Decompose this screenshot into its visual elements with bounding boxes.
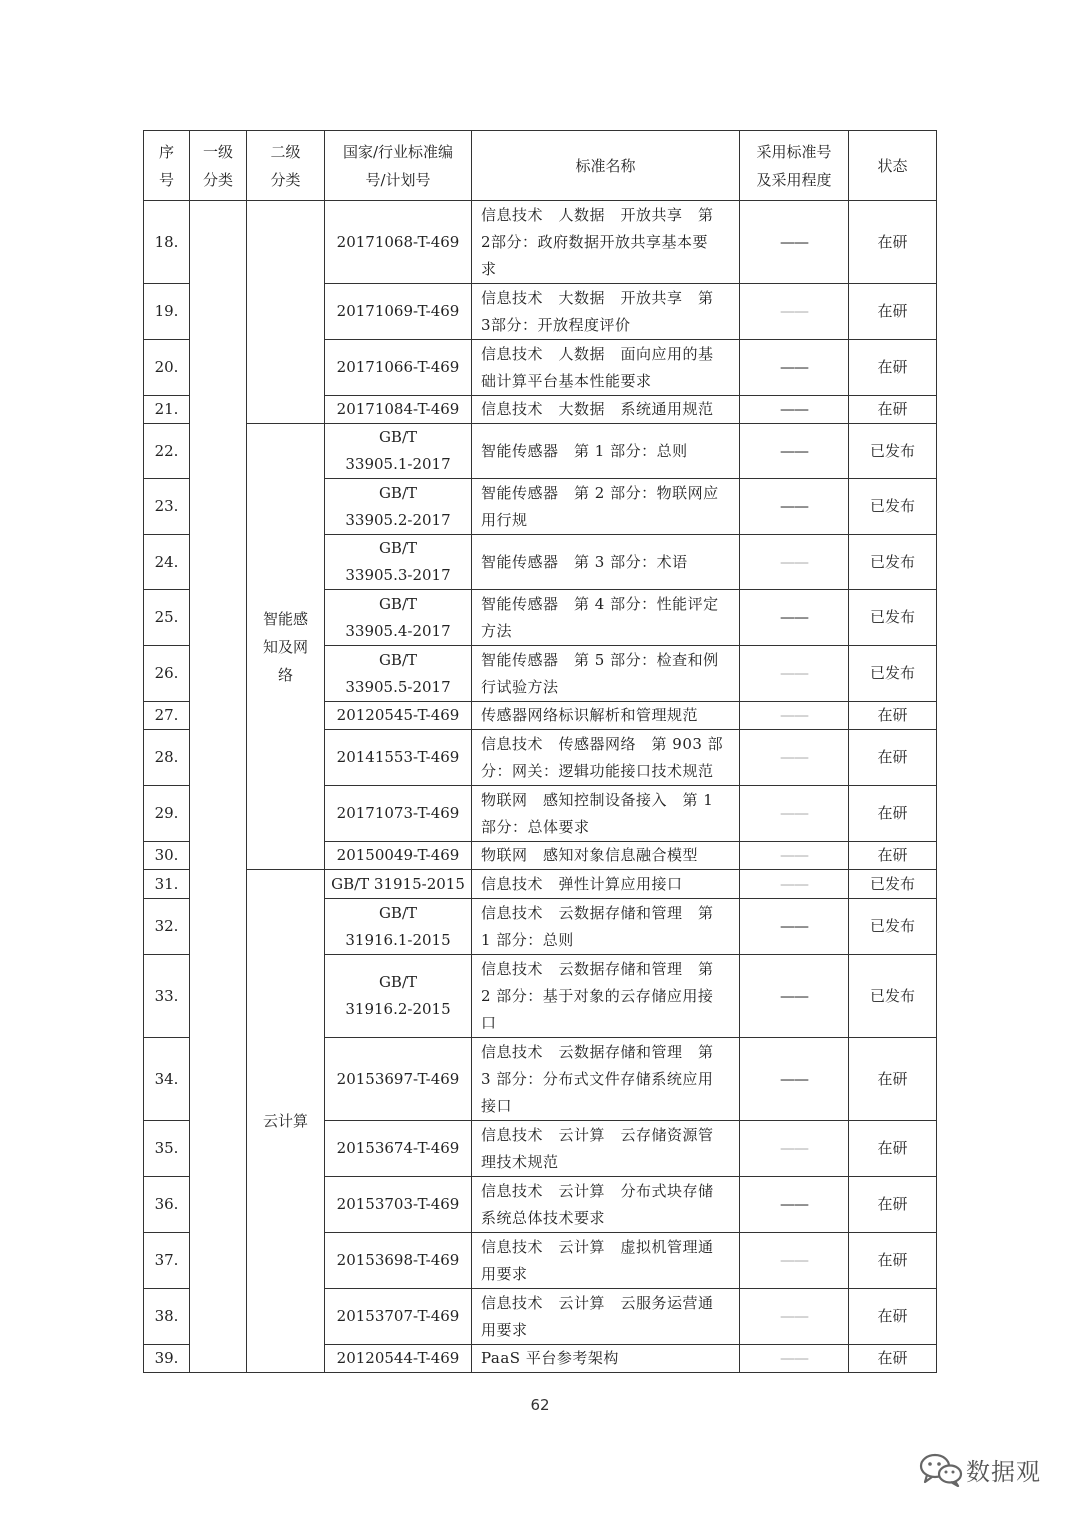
row-code: 20141553-T-469: [325, 730, 472, 786]
row-seq: 36.: [144, 1177, 190, 1233]
row-code: 20171068-T-469: [325, 201, 472, 284]
row-name: 信息技术 传感器网络 第 903 部 分：网关：逻辑功能接口技术规范: [472, 730, 740, 786]
row-status: 在研: [849, 702, 937, 730]
header-level1: 一级 分类: [190, 131, 247, 201]
row-seq: 39.: [144, 1345, 190, 1373]
row-adopt: ——: [740, 842, 849, 870]
row-code: 20153707-T-469: [325, 1289, 472, 1345]
row-code: 20150049-T-469: [325, 842, 472, 870]
level2-category-bigdata: [247, 201, 325, 424]
row-name: 物联网 感知控制设备接入 第 1 部分：总体要求: [472, 786, 740, 842]
row-code: GB/T 31915-2015: [325, 870, 472, 899]
row-code: 20120545-T-469: [325, 702, 472, 730]
row-name: 智能传感器 第 3 部分：术语: [472, 535, 740, 590]
row-adopt: ——: [740, 590, 849, 646]
row-adopt: ——: [740, 479, 849, 535]
row-status: 已发布: [849, 479, 937, 535]
row-status: 已发布: [849, 870, 937, 899]
row-adopt: ——: [740, 1121, 849, 1177]
row-status: 在研: [849, 284, 937, 340]
row-name: 信息技术 弹性计算应用接口: [472, 870, 740, 899]
table-row: [144, 424, 937, 479]
standards-table: [143, 130, 937, 1373]
row-status: 已发布: [849, 899, 937, 955]
row-adopt: ——: [740, 1038, 849, 1121]
wechat-icon: [918, 1451, 964, 1487]
row-adopt: ——: [740, 1345, 849, 1373]
row-seq: 38.: [144, 1289, 190, 1345]
row-name: 信息技术 人数据 开放共享 第 2部分：政府数据开放共享基本要 求: [472, 201, 740, 284]
page-number: 62: [530, 1396, 550, 1414]
row-adopt: ——: [740, 201, 849, 284]
row-seq: 32.: [144, 899, 190, 955]
row-status: 在研: [849, 1289, 937, 1345]
row-adopt: ——: [740, 786, 849, 842]
row-status: 在研: [849, 1038, 937, 1121]
row-adopt: ——: [740, 340, 849, 396]
row-code: GB/T 33905.1-2017: [325, 424, 472, 479]
row-adopt: ——: [740, 396, 849, 424]
row-code: 20171084-T-469: [325, 396, 472, 424]
row-seq: 33.: [144, 955, 190, 1038]
row-seq: 18.: [144, 201, 190, 284]
row-seq: 27.: [144, 702, 190, 730]
row-seq: 28.: [144, 730, 190, 786]
row-seq: 29.: [144, 786, 190, 842]
row-name: 智能传感器 第 2 部分：物联网应 用行规: [472, 479, 740, 535]
row-adopt: ——: [740, 646, 849, 702]
row-code: GB/T 33905.3-2017: [325, 535, 472, 590]
row-name: 信息技术 云计算 分布式块存储 系统总体技术要求: [472, 1177, 740, 1233]
row-adopt: ——: [740, 702, 849, 730]
row-code: 20153674-T-469: [325, 1121, 472, 1177]
row-code: 20153703-T-469: [325, 1177, 472, 1233]
row-seq: 21.: [144, 396, 190, 424]
row-code: 20171073-T-469: [325, 786, 472, 842]
row-adopt: ——: [740, 870, 849, 899]
row-status: 在研: [849, 786, 937, 842]
row-name: 物联网 感知对象信息融合模型: [472, 842, 740, 870]
row-seq: 31.: [144, 870, 190, 899]
row-seq: 23.: [144, 479, 190, 535]
row-name: 智能传感器 第 4 部分：性能评定 方法: [472, 590, 740, 646]
row-status: 已发布: [849, 955, 937, 1038]
row-adopt: ——: [740, 730, 849, 786]
row-name: 信息技术 云数据存储和管理 第 3 部分：分布式文件存储系统应用 接口: [472, 1038, 740, 1121]
row-status: 在研: [849, 1177, 937, 1233]
row-adopt: ——: [740, 955, 849, 1038]
row-code: GB/T 33905.5-2017: [325, 646, 472, 702]
row-adopt: ——: [740, 535, 849, 590]
row-adopt: ——: [740, 1233, 849, 1289]
row-name: 信息技术 人数据 面向应用的基 础计算平台基本性能要求: [472, 340, 740, 396]
row-status: 在研: [849, 1233, 937, 1289]
row-status: 在研: [849, 730, 937, 786]
row-adopt: ——: [740, 1289, 849, 1345]
row-seq: 19.: [144, 284, 190, 340]
level1-category: [190, 201, 247, 1373]
row-status: 在研: [849, 340, 937, 396]
row-adopt: ——: [740, 1177, 849, 1233]
row-code: 20153698-T-469: [325, 1233, 472, 1289]
row-code: GB/T 31916.2-2015: [325, 955, 472, 1038]
row-status: 在研: [849, 1345, 937, 1373]
row-status: 已发布: [849, 535, 937, 590]
table-row: [144, 201, 937, 284]
row-code: 20171069-T-469: [325, 284, 472, 340]
row-name: 信息技术 云计算 虚拟机管理通 用要求: [472, 1233, 740, 1289]
watermark: [918, 1447, 1041, 1491]
row-name: PaaS 平台参考架构: [472, 1345, 740, 1373]
row-code: GB/T 31916.1-2015: [325, 899, 472, 955]
header-code: 国家/行业标准编 号/计划号: [325, 131, 472, 201]
row-seq: 25.: [144, 590, 190, 646]
row-name: 智能传感器 第 5 部分：检查和例 行试验方法: [472, 646, 740, 702]
row-name: 信息技术 云计算 云服务运营通 用要求: [472, 1289, 740, 1345]
header-name: 标准名称: [472, 131, 740, 201]
row-code: 20171066-T-469: [325, 340, 472, 396]
row-name: 信息技术 大数据 系统通用规范: [472, 396, 740, 424]
row-seq: 22.: [144, 424, 190, 479]
row-code: GB/T 33905.4-2017: [325, 590, 472, 646]
watermark-text: 数据观: [966, 1457, 1041, 1486]
header-adopt: 采用标准号 及采用程度: [740, 131, 849, 201]
row-status: 在研: [849, 201, 937, 284]
level2-category-sensing: 智能感 知及网 络: [247, 424, 325, 870]
row-status: 在研: [849, 1121, 937, 1177]
row-name: 智能传感器 第 1 部分：总则: [472, 424, 740, 479]
row-name: 信息技术 大数据 开放共享 第 3部分：开放程度评价: [472, 284, 740, 340]
row-adopt: ——: [740, 899, 849, 955]
row-name: 传感器网络标识解析和管理规范: [472, 702, 740, 730]
row-name: 信息技术 云数据存储和管理 第 1 部分：总则: [472, 899, 740, 955]
row-seq: 35.: [144, 1121, 190, 1177]
header-level2: 二级 分类: [247, 131, 325, 201]
row-name: 信息技术 云数据存储和管理 第 2 部分：基于对象的云存储应用接 口: [472, 955, 740, 1038]
row-status: 已发布: [849, 590, 937, 646]
row-adopt: ——: [740, 284, 849, 340]
row-seq: 26.: [144, 646, 190, 702]
row-code: 20120544-T-469: [325, 1345, 472, 1373]
table-row: [144, 870, 937, 899]
row-status: 在研: [849, 396, 937, 424]
row-seq: 30.: [144, 842, 190, 870]
row-seq: 34.: [144, 1038, 190, 1121]
row-seq: 24.: [144, 535, 190, 590]
header-seq: 序 号: [144, 131, 190, 201]
row-status: 已发布: [849, 424, 937, 479]
row-status: 已发布: [849, 646, 937, 702]
table-header-row: [144, 131, 937, 201]
row-code: GB/T 33905.2-2017: [325, 479, 472, 535]
row-status: 在研: [849, 842, 937, 870]
header-status: 状态: [849, 131, 937, 201]
row-adopt: ——: [740, 424, 849, 479]
row-code: 20153697-T-469: [325, 1038, 472, 1121]
row-seq: 37.: [144, 1233, 190, 1289]
level2-category-cloud: 云计算: [247, 870, 325, 1373]
row-name: 信息技术 云计算 云存储资源管 理技术规范: [472, 1121, 740, 1177]
row-seq: 20.: [144, 340, 190, 396]
